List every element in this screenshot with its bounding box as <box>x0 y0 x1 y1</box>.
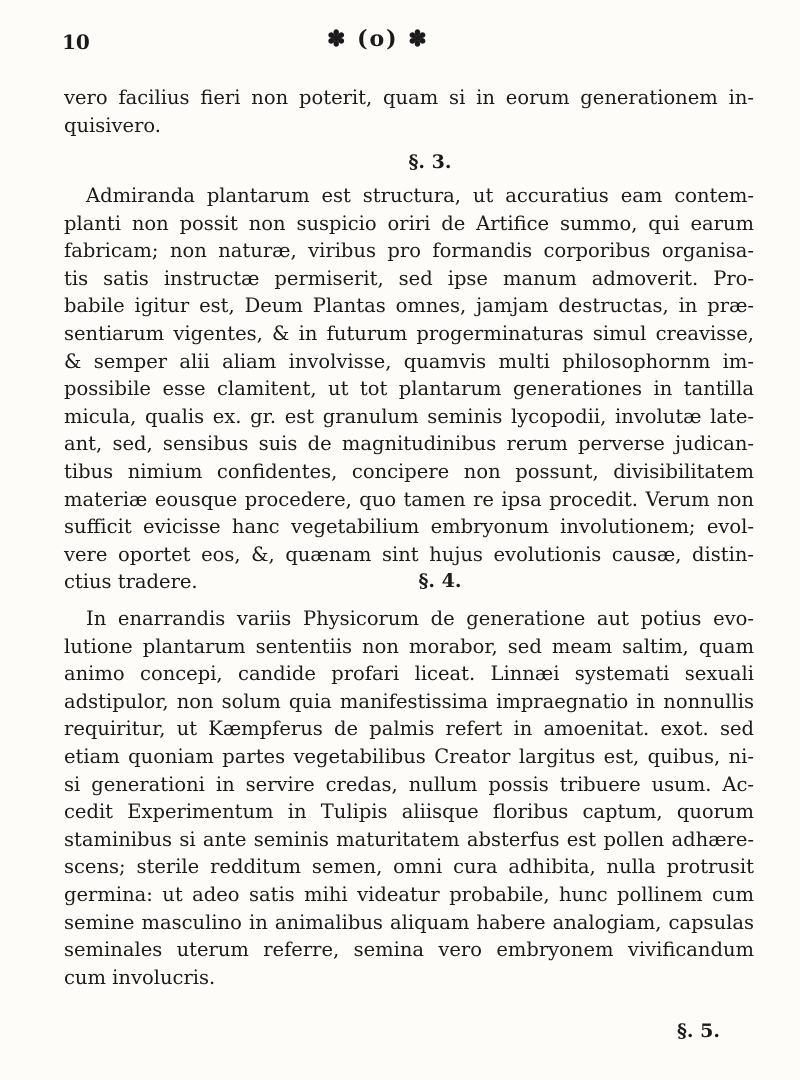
text-line: requiritur, ut Kæmpferus de palmis refert in amoenitat. exot. sed <box>64 717 754 741</box>
text-line: babile igitur est, Deum Plantas omnes, jamjam destructas, in præ- <box>64 294 754 318</box>
paragraph-1 <box>64 84 754 139</box>
text-line: fabricam; non naturæ, viribus pro formandis corporibus organisa- <box>64 239 754 263</box>
text-line: Admiranda plantarum est structura, ut accuratius eam contem- <box>86 184 754 207</box>
text-line: germina: ut adeo satis mihi videatur probabile, hunc pollinem cum <box>64 882 754 906</box>
text-line: ctius tradere. <box>64 570 198 594</box>
text-line: materiæ eousque procedere, quo tamen re ipsa procedit. Verum non <box>64 487 754 511</box>
text-line: staminibus si ante seminis maturitatem absterfus est pollen adhære- <box>64 827 754 851</box>
section-mark-4: §. 4. <box>418 570 462 592</box>
text-line: In enarrandis variis Physicorum de generatione aut potius evo- <box>86 607 754 630</box>
text-line: cedit Experimentum in Tulipis aliisque floribus captum, quorum <box>64 800 754 824</box>
page-header <box>62 26 752 66</box>
text-line: seminales uterum referre, semina vero embryonem vivificandum <box>64 938 754 962</box>
text-line: tibus nimium confidentes, concipere non possunt, divisibilitatem <box>64 459 754 483</box>
text-line: animo concepi, candide profari liceat. Linnæi systemati sexuali <box>64 662 754 686</box>
text-line: lutione plantarum sententiis non morabor, sed meam saltim, quam <box>64 634 754 658</box>
section-3-paragraph <box>64 182 754 596</box>
text-line: sentiarum vigentes, & in futurum progerminaturas simul creavisse, <box>64 321 754 345</box>
text-line: micula, qualis ex. gr. est granulum seminis lycopodii, involutæ late- <box>64 404 754 428</box>
page-number: 10 <box>62 30 90 54</box>
text-line: & semper alii aliam involvisse, quamvis multi philosophornm im- <box>64 349 754 373</box>
section-4-paragraph <box>64 605 754 991</box>
catchword: §. 5. <box>676 1020 720 1042</box>
ornament-header: ✽ (o) ✽ <box>327 26 429 52</box>
text-line: cum involucris. <box>64 965 216 989</box>
section-mark-3: §. 3. <box>408 151 452 173</box>
text-line: sufficit evicisse hanc vegetabilium embryonum involutionem; evol- <box>64 515 754 539</box>
text-line: planti non possit non suspicio oriri de Artifice summo, qui earum <box>64 211 754 235</box>
text-line: scens; sterile redditum semen, omni cura adhibita, nulla protrusit <box>64 855 754 879</box>
text-line: tis satis instructæ permiserit, sed ipse manum admoverit. Pro- <box>64 266 754 290</box>
text-line: vero facilius fieri non poterit, quam si in eorum generationem in- <box>64 86 754 109</box>
text-line: possibile esse clamitent, ut tot plantarum generationes in tantilla <box>64 377 754 401</box>
text-line: etiam quoniam partes vegetabilibus Creator largitus est, quibus, ni- <box>64 744 754 768</box>
text-line: vere oportet eos, &, quænam sint hujus evolutionis causæ, distin- <box>64 542 754 566</box>
text-line: si generationi in servire credas, nullum possis tribuere usum. Ac- <box>64 772 754 796</box>
text-line: ant, sed, sensibus suis de magnitudinibus rerum perverse judican- <box>64 432 754 456</box>
text-line: semine masculino in animalibus aliquam habere analogiam, capsulas <box>64 910 754 934</box>
text-line: quisivero. <box>64 113 161 137</box>
text-line: adstipulor, non solum quia manifestissima impraegnatio in nonnullis <box>64 689 754 713</box>
